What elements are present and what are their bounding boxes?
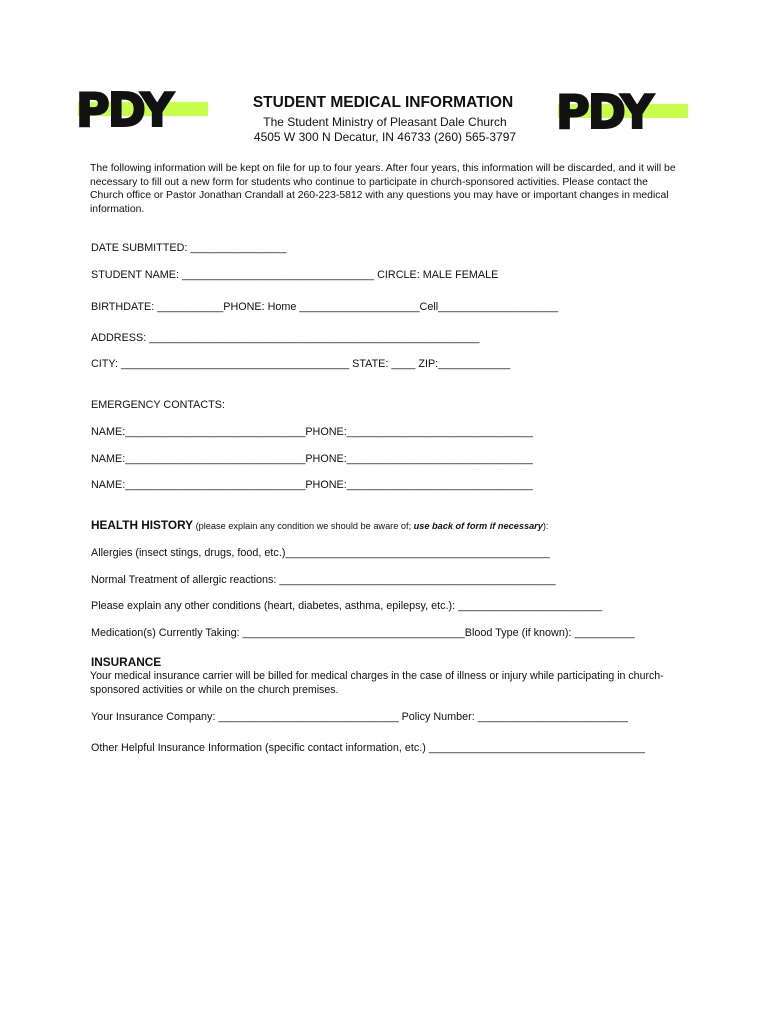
- insurance-company-field[interactable]: Your Insurance Company: ______________________________ Policy Number: _________________________: [91, 711, 628, 723]
- birthdate-phone-field[interactable]: BIRTHDATE: ___________PHONE: Home ____________________Cell____________________: [91, 301, 559, 313]
- address-field[interactable]: ADDRESS: _______________________________________________________: [91, 332, 480, 344]
- other-conditions-field[interactable]: Please explain any other conditions (heart, diabetes, asthma, epilepsy, etc.): ________________________: [91, 600, 603, 612]
- form-title-text: STUDENT MEDICAL INFORMATION: [252, 94, 514, 111]
- allergy-treatment-field[interactable]: Normal Treatment of allergic reactions: ______________________________________________: [91, 574, 556, 586]
- student-name-field[interactable]: STUDENT NAME: ________________________________ CIRCLE: MALE FEMALE: [91, 269, 499, 281]
- city-state-zip-field[interactable]: CITY: ______________________________________ STATE: ____ ZIP:____________: [91, 358, 511, 370]
- health-history-heading: [91, 518, 549, 532]
- medication-bloodtype-field[interactable]: Medication(s) Currently Taking: _____________________________________Blood Type (if known): __________: [91, 627, 635, 639]
- logo-text: PDY: [76, 83, 172, 136]
- emergency-contact-row[interactable]: NAME:______________________________PHONE:_______________________________: [91, 426, 533, 438]
- date-submitted-field[interactable]: DATE SUBMITTED: ________________: [91, 242, 287, 254]
- org-name: The Student Ministry of Pleasant Dale Church: [263, 115, 507, 129]
- intro-paragraph: The following information will be kept on file for up to four years. After four years, this information will be discarded, and it will be necessary to fill out a new form for students who continue to participate in church-sponsored activities. Please contact the Church office or Pastor Jonathan Crandall at 260-223-5812 with any questions you may have or important changes in medical information.: [90, 163, 676, 215]
- emergency-contact-row[interactable]: NAME:______________________________PHONE:_______________________________: [91, 479, 533, 491]
- emergency-contact-row[interactable]: NAME:______________________________PHONE:_______________________________: [91, 453, 533, 465]
- emergency-contacts-heading: EMERGENCY CONTACTS:: [91, 399, 225, 411]
- other-insurance-info-field[interactable]: Other Helpful Insurance Information (specific contact information, etc.) ____________________________________: [91, 742, 646, 754]
- allergies-field[interactable]: Allergies (insect stings, drugs, food, etc.)____________________________________________: [91, 547, 550, 559]
- form-title: [0, 94, 770, 112]
- health-note-pre: (please explain any condition we should be aware of;: [193, 521, 414, 531]
- insurance-paragraph: Your medical insurance carrier will be billed for medical charges in the case of illness or injury while participating in church-sponsored activities or while on the church premises.: [90, 670, 664, 696]
- logo-text: PDY: [556, 85, 652, 138]
- health-note-emphasis: use back of form if necessary: [413, 521, 543, 531]
- org-address: 4505 W 300 N Decatur, IN 46733 (260) 565-3797: [253, 130, 517, 144]
- health-note-post: ):: [542, 521, 549, 531]
- insurance-heading: INSURANCE: [91, 655, 162, 669]
- health-history-title: HEALTH HISTORY: [91, 518, 194, 532]
